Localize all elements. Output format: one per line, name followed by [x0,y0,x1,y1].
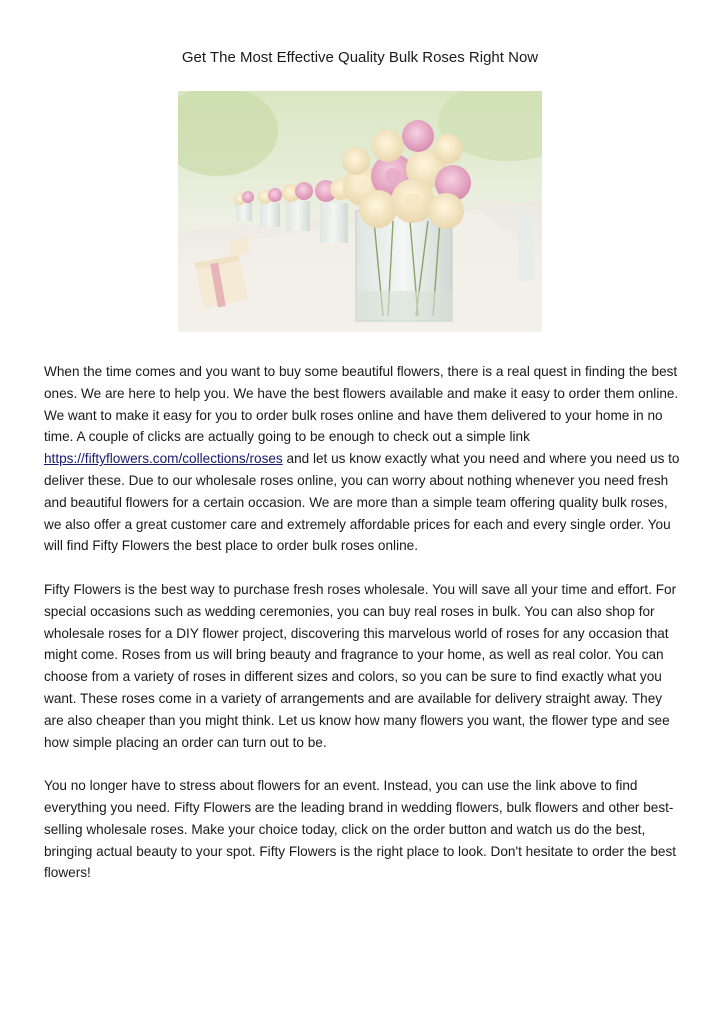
paragraph-wholesale: Fifty Flowers is the best way to purchase fresh roses wholesale. You will save all your time and effort. For special occasions such as wedding ceremonies, you can buy real roses in bulk. You can also shop for wholesale roses for a DIY flower project, discovering this marvelous world of roses for any occasion that might come. Roses from us will bring beauty and fragrance to your home, as well as real color. You can choose from a variety of roses in different sizes and colors, so you can be sure to find exactly what you want. These roses come in a variety of arrangements and are available for delivery straight away. They are also cheaper than you might think. Let us know how many flowers you want, the flower type and see how simple placing an order can turn out to be. [44,581,677,750]
page-title: Get The Most Effective Quality Bulk Roses Right Now [181,49,539,66]
paragraph-intro [44,361,680,557]
roses-collection-link[interactable]: https://fiftyflowers.com/collections/roses [44,451,283,467]
paragraph-intro-before-link: When the time comes and you want to buy some beautiful flowers, there is a real quest in finding the best ones. We are here to help you. We have the best flowers available and make it easy to order them online. We want to make it easy for you to order bulk roses online and have them delivered to your home in no time. A couple of clicks are actually going to be enough to check out a simple link [44,364,679,445]
paragraph-events: You no longer have to stress about flowers for an event. Instead, you can use the link above to find everything you need. Fifty Flowers are the leading brand in wedding flowers, bulk flowers and other best-selling wholesale roses. Make your choice today, click on the order button and watch us do the best, bringing actual beauty to your spot. Fifty Flowers is the right place to look. Don't hesitate to order the best flowers! [44,778,677,881]
paragraph-intro-after-link: and let us know exactly what you need and where you need us to deliver these. Due to our wholesale roses online, you can worry about nothing whenever you need fresh and beautiful flowers for a certain occasion. We are more than a simple team offering quality bulk roses, we also offer a great customer care and extremely affordable prices for each and every single order. You will find Fifty Flowers the best place to order bulk roses online. [44,451,680,554]
roses-centerpiece-photo [178,91,542,332]
article-body [44,361,680,906]
